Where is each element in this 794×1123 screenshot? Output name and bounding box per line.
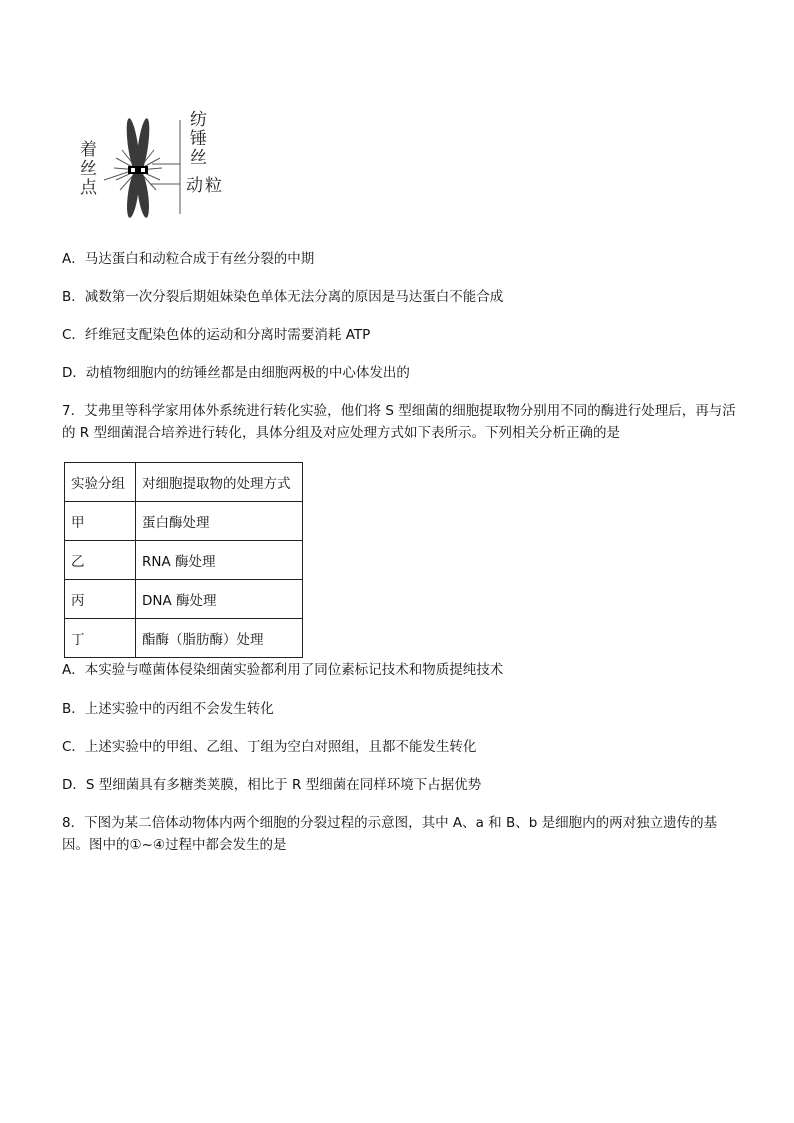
- q7-option-a: A．本实验与噬菌体侵染细菌实验都利用了同位素标记技术和物质提纯技术: [62, 662, 504, 678]
- table-row: [65, 541, 303, 580]
- q6-option-d: D．动植物细胞内的纺锤丝都是由细胞两极的中心体发出的: [62, 365, 410, 381]
- q6-option-c: C．纤维冠支配染色体的运动和分离时需要消耗 ATP: [62, 327, 371, 343]
- table-row: [65, 502, 303, 541]
- q6-option-a: A．马达蛋白和动粒合成于有丝分裂的中期: [62, 251, 315, 267]
- table-cell: 丁: [65, 619, 136, 658]
- table-cell: 乙: [65, 541, 136, 580]
- q8-stem: 8．下图为某二倍体动物体内两个细胞的分裂过程的示意图，其中 A、a 和 B、b 是细胞内的两对独立遗传的基因。图中的①~④过程中都会发生的是: [62, 815, 718, 853]
- table-cell: DNA 酶处理: [136, 580, 303, 619]
- table-cell: 丙: [65, 580, 136, 619]
- experiment-table: [64, 462, 303, 658]
- kinetochore-label: 动粒: [186, 176, 224, 196]
- chromosome-figure: [76, 110, 236, 220]
- q7-option-d: D．S 型细菌具有多糖类荚膜，相比于 R 型细菌在同样环境下占据优势: [62, 777, 482, 793]
- table-cell: RNA 酶处理: [136, 541, 303, 580]
- q6-option-b: B．减数第一次分裂后期姐妹染色单体无法分离的原因是马达蛋白不能合成: [62, 289, 504, 305]
- centromere-label: 着丝点: [76, 140, 96, 197]
- table-cell: 酯酶（脂肪酶）处理: [136, 619, 303, 658]
- table-header-cell: 实验分组: [65, 463, 136, 502]
- table-cell: 蛋白酶处理: [136, 502, 303, 541]
- spindle-fiber-label: 纺锤丝: [186, 110, 206, 167]
- table-header-row: [65, 463, 303, 502]
- chromosome-diagram: [76, 110, 236, 220]
- table-row: [65, 580, 303, 619]
- q7-stem: 7．艾弗里等科学家用体外系统进行转化实验，他们将 S 型细菌的细胞提取物分别用不同的酶进行处理后，再与活的 R 型细菌混合培养进行转化，具体分组及对应处理方式如下表所示。下列相关分析正确的是: [62, 403, 736, 441]
- table-header-cell: 对细胞提取物的处理方式: [136, 463, 303, 502]
- q7-option-c: C．上述实验中的甲组、乙组、丁组为空白对照组，且都不能发生转化: [62, 739, 477, 755]
- table-cell: 甲: [65, 502, 136, 541]
- table-row: [65, 619, 303, 658]
- q7-option-b: B．上述实验中的丙组不会发生转化: [62, 701, 274, 717]
